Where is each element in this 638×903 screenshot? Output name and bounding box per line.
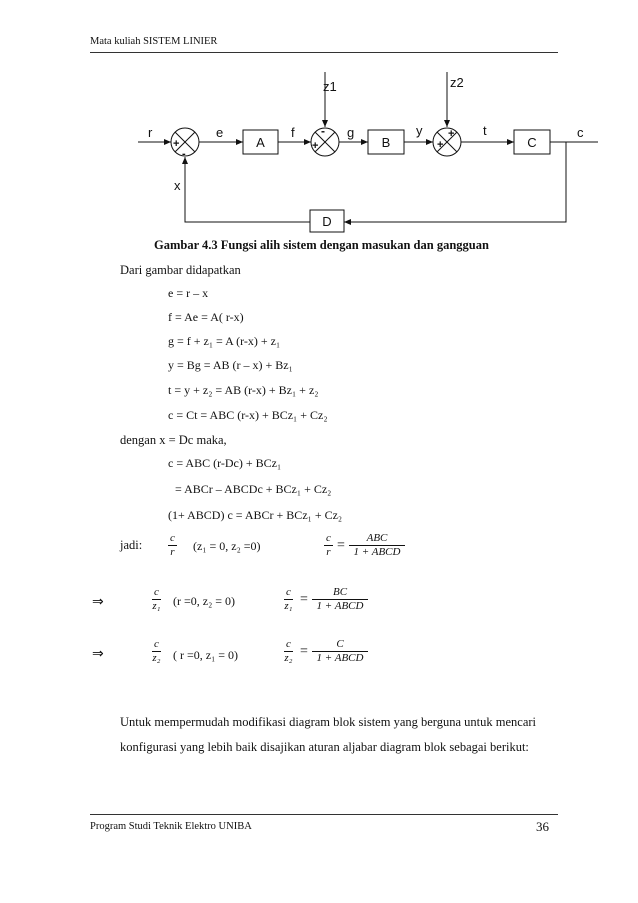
signal-f-label: f [291,125,295,140]
signal-g-label: g [347,125,355,140]
paragraph-line-1: Untuk mempermudah modifikasi diagram blok sistem yang berguna untuk mencari [120,715,536,729]
condition-3: ( r =0, z₁ = 0) [173,648,239,662]
equation-8: = ABCr – ABCDc + BCz₁ + Cz₂ [175,482,332,496]
numerator: c [326,532,331,544]
result-rhs-3 [312,638,368,665]
denominator: z₂ [152,652,161,664]
equals-2: = [300,592,308,607]
block-b-label: B [381,135,391,150]
fraction-c-over-r [168,532,177,559]
equation-9: (1+ ABCD) c = ABCr + BCz₁ + Cz₂ [168,508,343,522]
result-lhs-1 [324,532,333,559]
sign-j2-top: - [321,124,325,138]
signal-c-label: c [577,125,584,140]
equation-7: c = ABC (r-Dc) + BCz₁ [168,456,282,470]
header-title: Mata kuliah SISTEM LINIER [90,36,218,47]
sign-j3-top: + [448,128,455,140]
denominator: z₁ [284,600,293,612]
denominator: 1 + ABCD [353,546,401,558]
fraction-c-over-z2 [152,638,161,665]
figure-caption: Gambar 4.3 Fungsi alih sistem dengan masukan dan gangguan [154,238,489,252]
denominator: r [326,546,331,558]
signal-z2-label: z2 [450,75,464,90]
result-rhs-1 [349,532,405,559]
intro-text: Dari gambar didapatkan [120,263,241,277]
equation-4: y = Bg = AB (r – x) + Bz₁ [168,358,293,372]
denominator: z₂ [284,652,293,664]
implies-arrow-1: ⇒ [92,594,104,610]
sign-j2-left: + [312,140,319,152]
numerator: c [286,638,291,650]
footer-text: Program Studi Teknik Elektro UNIBA [90,821,252,832]
denominator: 1 + ABCD [316,600,364,612]
numerator: c [286,586,291,598]
wire-feedback-x [185,157,310,222]
fraction-c-over-z1 [152,586,161,613]
signal-r-label: r [148,125,153,140]
equation-2: f = Ae = A( r-x) [168,310,244,324]
sign-j1-bottom: - [182,148,186,160]
block-c-label: C [527,135,537,150]
numerator: ABC [349,532,405,546]
footer-rule [90,814,558,815]
block-d-label: D [322,214,332,229]
result-lhs-3 [284,638,293,665]
numerator: C [312,638,368,652]
result-lhs-2 [284,586,293,613]
signal-z1-label: z1 [323,79,337,94]
result-rhs-2 [312,586,368,613]
with-text: dengan x = Dc maka, [120,433,227,447]
page-number: 36 [536,819,549,834]
sign-j3-left: + [437,139,444,151]
denominator: z₁ [152,600,161,612]
block-diagram [0,0,638,260]
equation-3: g = f + z₁ = A (r-x) + z₁ [168,334,281,348]
condition-1: (z₁ = 0, z₂ =0) [193,539,261,553]
signal-y-label: y [416,123,423,138]
equation-1: e = r – x [168,286,209,300]
signal-e-label: e [216,125,224,140]
denominator: 1 + ABCD [316,652,364,664]
denominator: r [170,546,175,558]
condition-2: (r =0, z₂ = 0) [173,594,236,608]
block-a-label: A [256,135,265,150]
numerator: c [154,586,159,598]
numerator: c [170,532,175,544]
equals-1: = [337,538,345,553]
jadi-label: jadi: [120,538,143,552]
equation-6: c = Ct = ABC (r-x) + BCz₁ + Cz₂ [168,408,328,422]
equals-3: = [300,644,308,659]
paragraph-line-2: konfigurasi yang lebih baik disajikan aturan aljabar diagram blok sebagai berikut: [120,740,529,754]
signal-t-label: t [483,123,487,138]
implies-arrow-2: ⇒ [92,646,104,662]
signal-x-label: x [174,178,181,193]
numerator: c [154,638,159,650]
equation-5: t = y + z₂ = AB (r-x) + Bz₁ + z₂ [168,383,319,397]
sign-j1-left: + [173,138,180,150]
numerator: BC [312,586,368,600]
